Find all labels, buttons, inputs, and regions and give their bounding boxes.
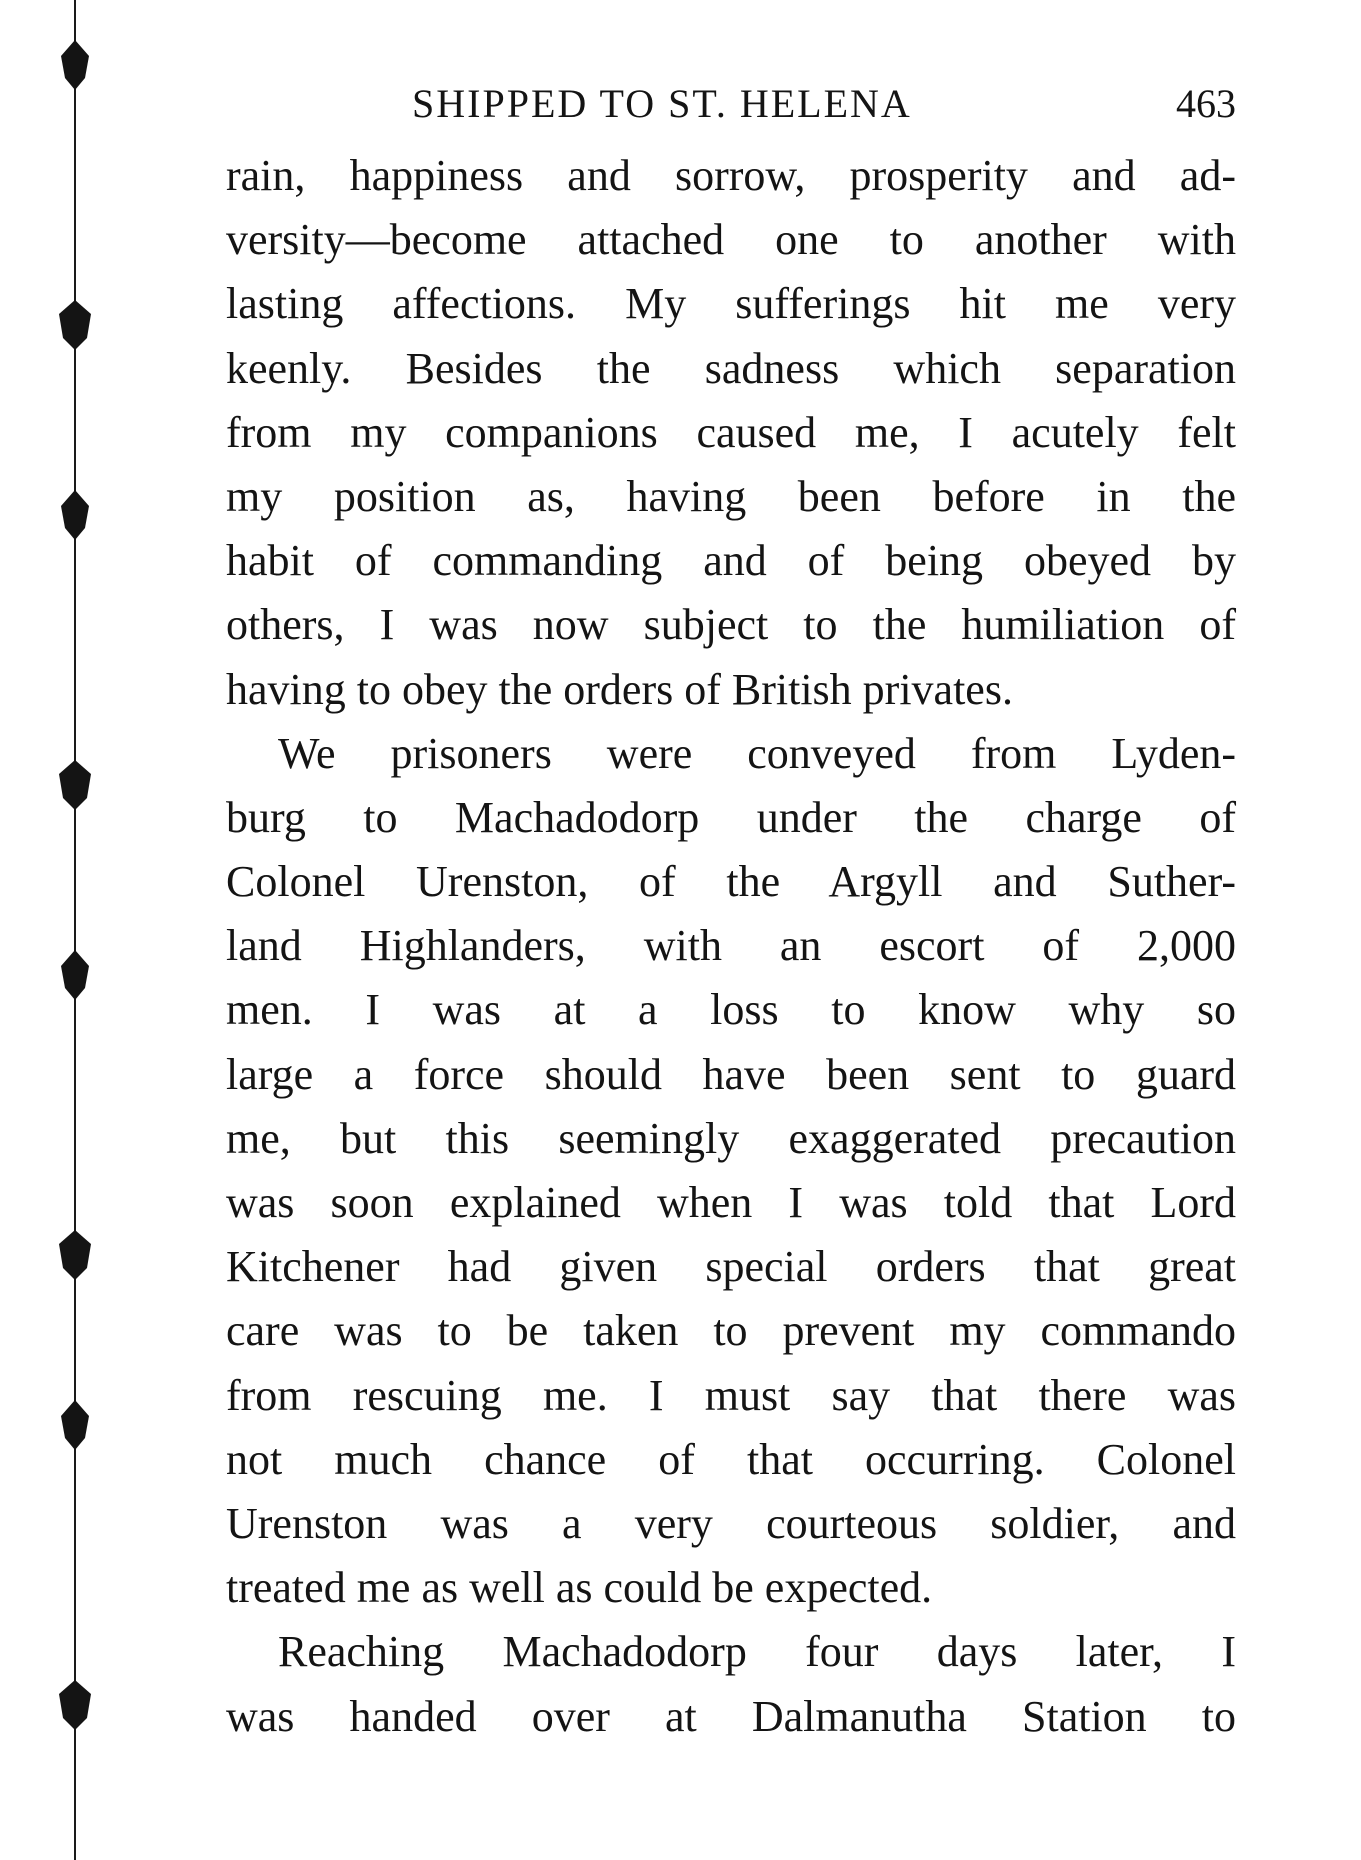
text-line: Kitchener had given special orders that great (226, 1242, 1236, 1292)
text-line: Urenston was a very courteous soldier, and (226, 1498, 1236, 1548)
text-line: from my companions caused me, I acutely felt (226, 407, 1236, 457)
leaf-ornament-icon (61, 40, 89, 90)
page-header (226, 80, 1236, 136)
leaf-ornament-icon (61, 950, 89, 1000)
text-line: rain, happiness and sorrow, prosperity and ad- (226, 151, 1236, 200)
text-line: Colonel Urenston, of the Argyll and Suther- (226, 857, 1236, 907)
leaf-ornament-icon (61, 490, 89, 540)
text-line: men. I was at a loss to know why so (226, 985, 1236, 1035)
text-line: versity—become attached one to another with (226, 215, 1236, 265)
body-text (226, 144, 1236, 1749)
text-line: me, but this seemingly exaggerated precaution (226, 1113, 1236, 1163)
text-line: from rescuing me. I must say that there was (226, 1370, 1236, 1420)
text-line: We prisoners were conveyed from Lyden- (278, 728, 1236, 778)
text-line: keenly. Besides the sadness which separation (226, 343, 1236, 393)
page-number: 463 (1176, 81, 1236, 126)
text-line: others, I was now subject to the humiliation of (226, 600, 1236, 650)
leaf-ornament-icon (61, 1400, 89, 1450)
leaf-ornament-icon (59, 760, 91, 810)
text-line: Reaching Machadodorp four days later, I (278, 1627, 1236, 1677)
text-line: was soon explained when I was told that Lord (226, 1178, 1236, 1227)
text-line: treated me as well as could be expected. (226, 1563, 933, 1613)
binding-ornament-strip (20, 0, 120, 1860)
running-head: SHIPPED TO ST. HELENA (412, 81, 912, 126)
leaf-ornament-icon (59, 300, 91, 350)
text-line: large a force should have been sent to guard (226, 1049, 1236, 1099)
text-line: not much chance of that occurring. Colonel (226, 1434, 1236, 1484)
text-line: burg to Machadodorp under the charge of (226, 792, 1236, 842)
text-line: my position as, having been before in the (226, 471, 1236, 521)
leaf-ornament-icon (59, 1230, 91, 1280)
text-line: lasting affections. My sufferings hit me very (226, 279, 1236, 329)
text-line: care was to be taken to prevent my commando (226, 1306, 1236, 1356)
text-line: having to obey the orders of British privates. (226, 664, 1013, 714)
leaf-ornament-icon (59, 1680, 91, 1730)
text-line: habit of commanding and of being obeyed by (226, 536, 1236, 586)
text-line: land Highlanders, with an escort of 2,000 (226, 921, 1236, 971)
text-line: was handed over at Dalmanutha Station to (226, 1691, 1236, 1741)
